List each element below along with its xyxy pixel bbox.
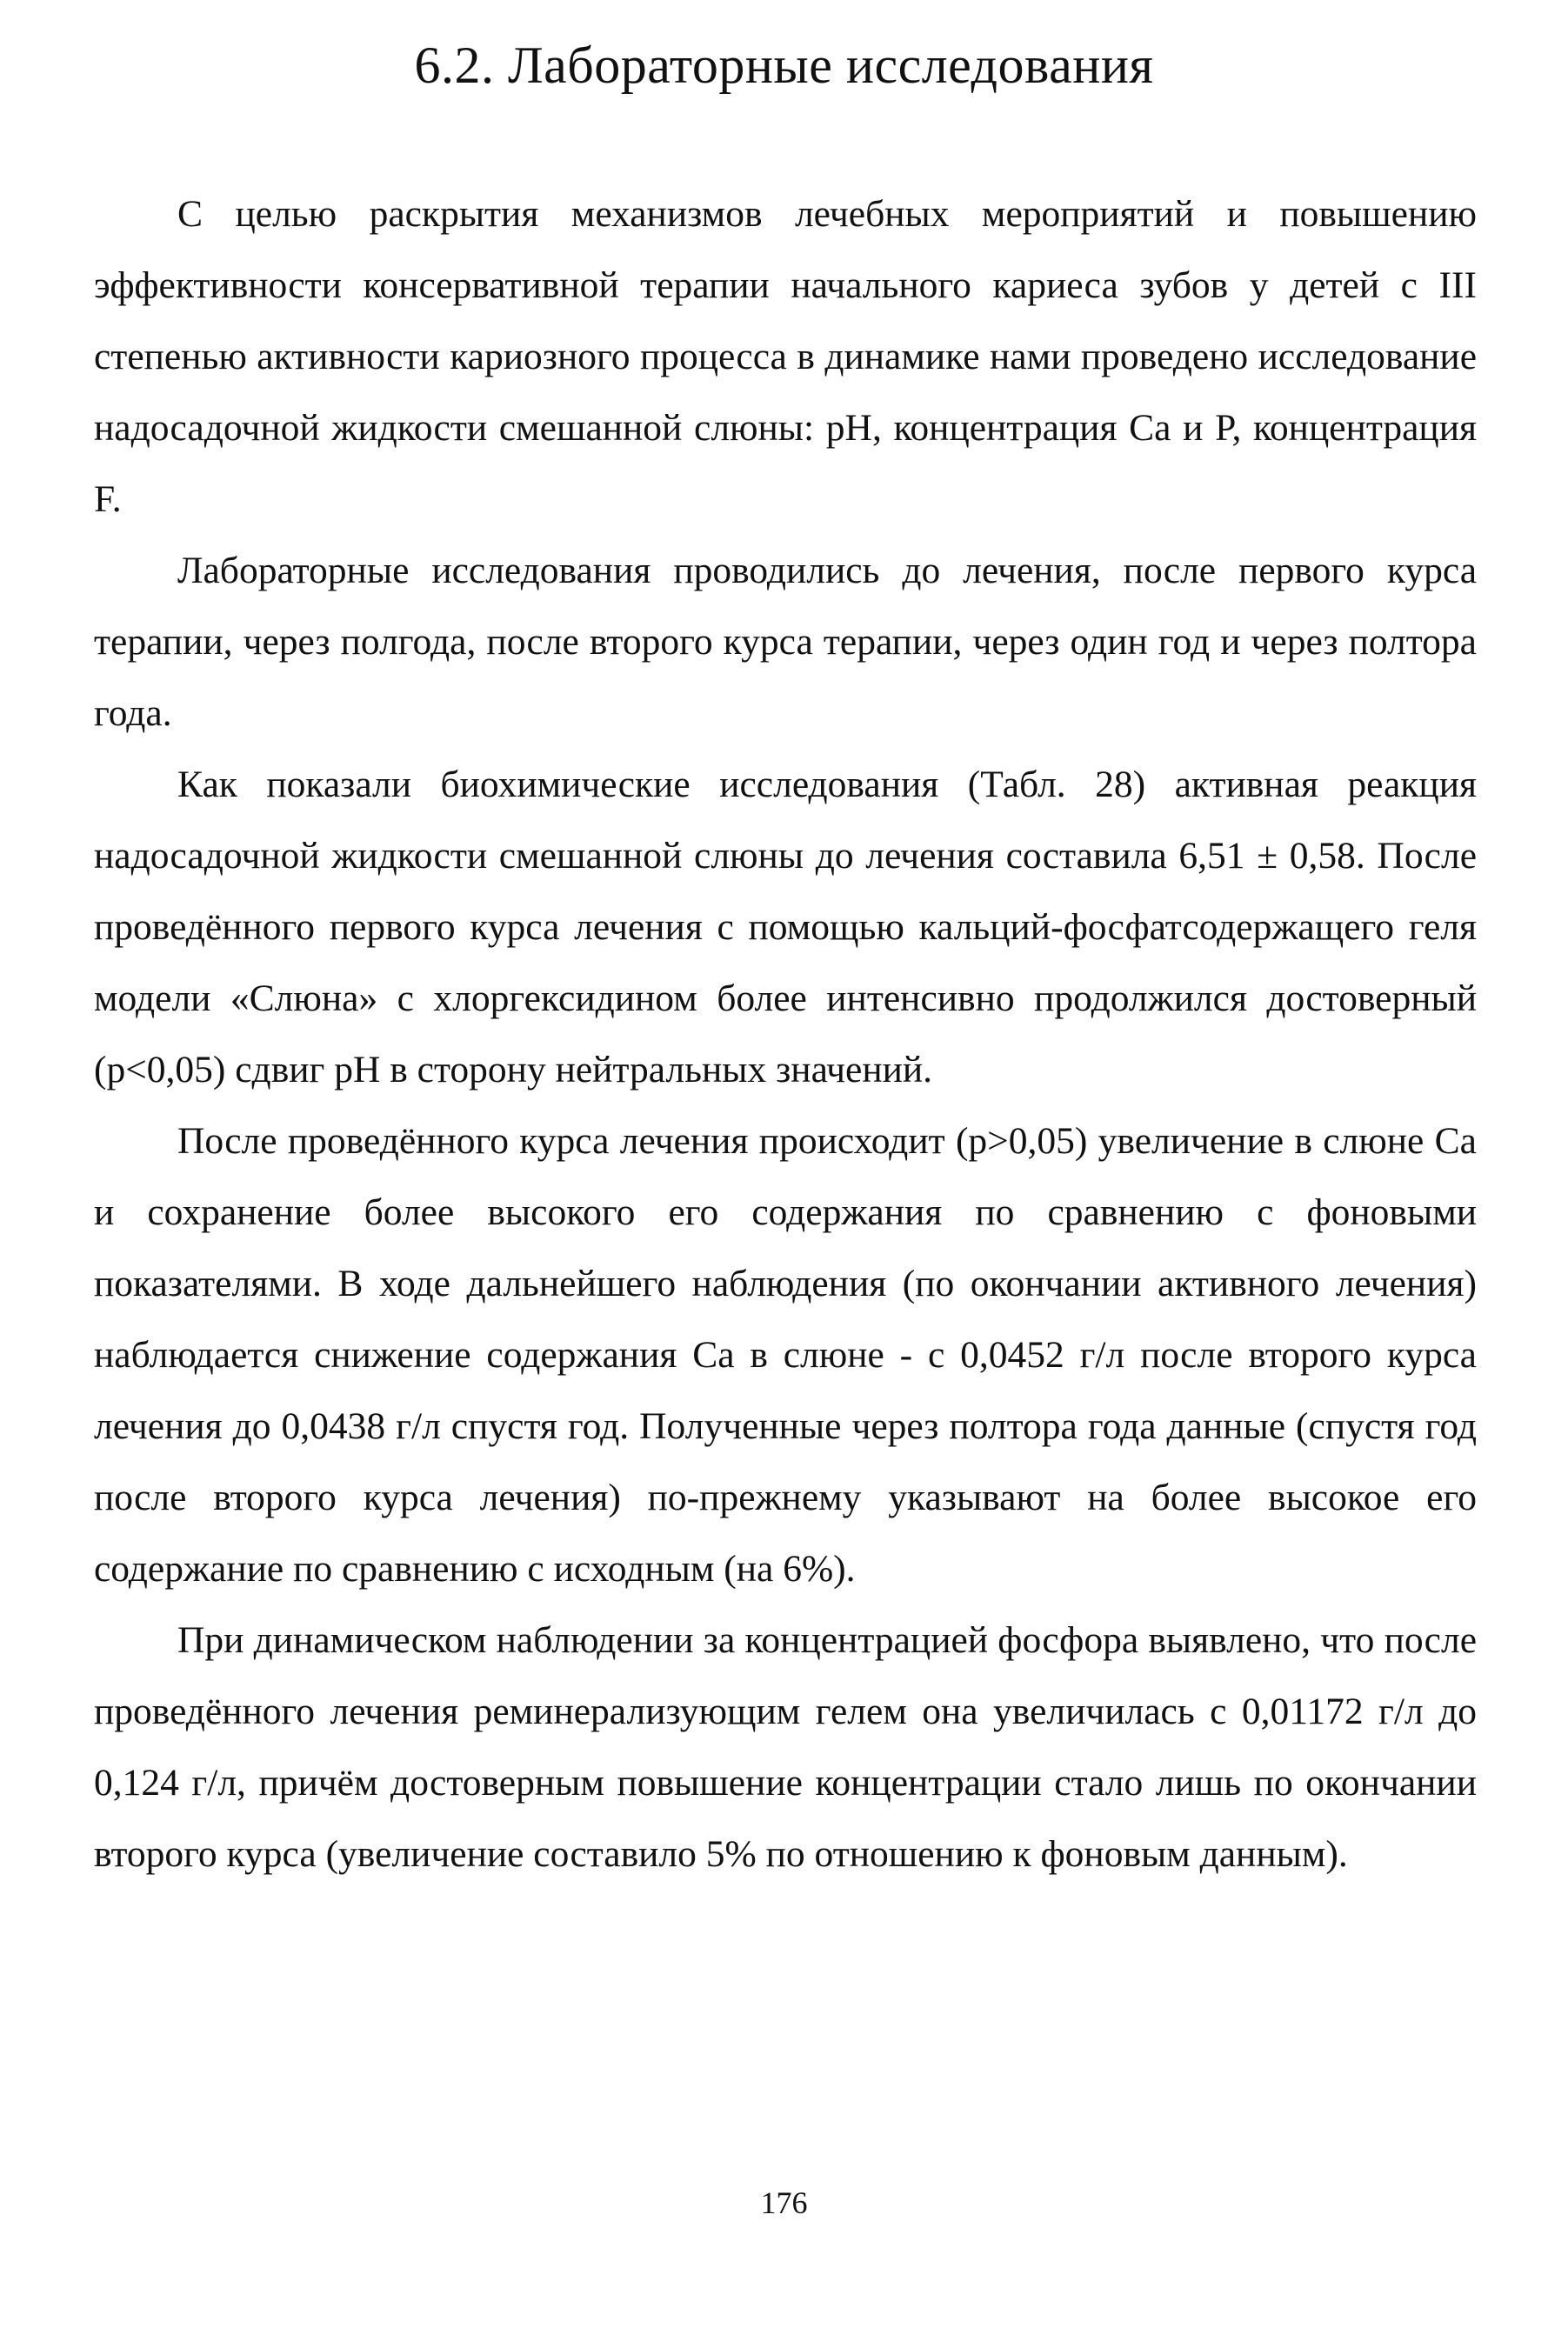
- document-body: [94, 178, 1477, 1890]
- paragraph-2: Лабораторные исследования проводились до лечения, после первого курса терапии, через полгода, после второго курса терапии, через один год и через полтора года.: [94, 550, 1477, 734]
- paragraph-4: После проведённого курса лечения происходит (р>0,05) увеличение в слюне Ca и сохранение более высокого его содержания по сравнению с фоновыми показателями. В ходе дальнейшего наблюдения (по окончании активного лечения) наблюдается снижение содержания Ca в слюне - с 0,0452 г/л после второго курса лечения до 0,0438 г/л спустя год. Полученные через полтора года данные (спустя год после второго курса лечения) по-прежнему указывают на более высокое его содержание по сравнению с исходным (на 6%).: [94, 1120, 1477, 1590]
- paragraph-1: С целью раскрытия механизмов лечебных мероприятий и повышению эффективности консервативной терапии начального кариеса зубов у детей с III степенью активности кариозного процесса в динамике нами проведено исследование надосадочной жидкости смешанной слюны: pH, концентрация Ca и P, концентрация F.: [94, 193, 1477, 520]
- section-title: 6.2. Лабораторные исследования: [414, 37, 1154, 94]
- paragraph-3: Как показали биохимические исследования (Табл. 28) активная реакция надосадочной жидкости смешанной слюны до лечения составила 6,51 ± 0,58. После проведённого первого курса лечения с помощью кальций-фосфатсодержащего геля модели «Слюна» с хлоргексидином более интенсивно продолжился достоверный (р<0,05) сдвиг pH в сторону нейтральных значений.: [94, 764, 1477, 1091]
- page-number: 176: [760, 2185, 808, 2220]
- paragraph-5: При динамическом наблюдении за концентрацией фосфора выявлено, что после проведённого лечения реминерализующим гелем она увеличилась с 0,01172 г/л до 0,124 г/л, причём достоверным повышение концентрации стало лишь по окончании второго курса (увеличение составило 5% по отношению к фоновым данным).: [94, 1619, 1477, 1875]
